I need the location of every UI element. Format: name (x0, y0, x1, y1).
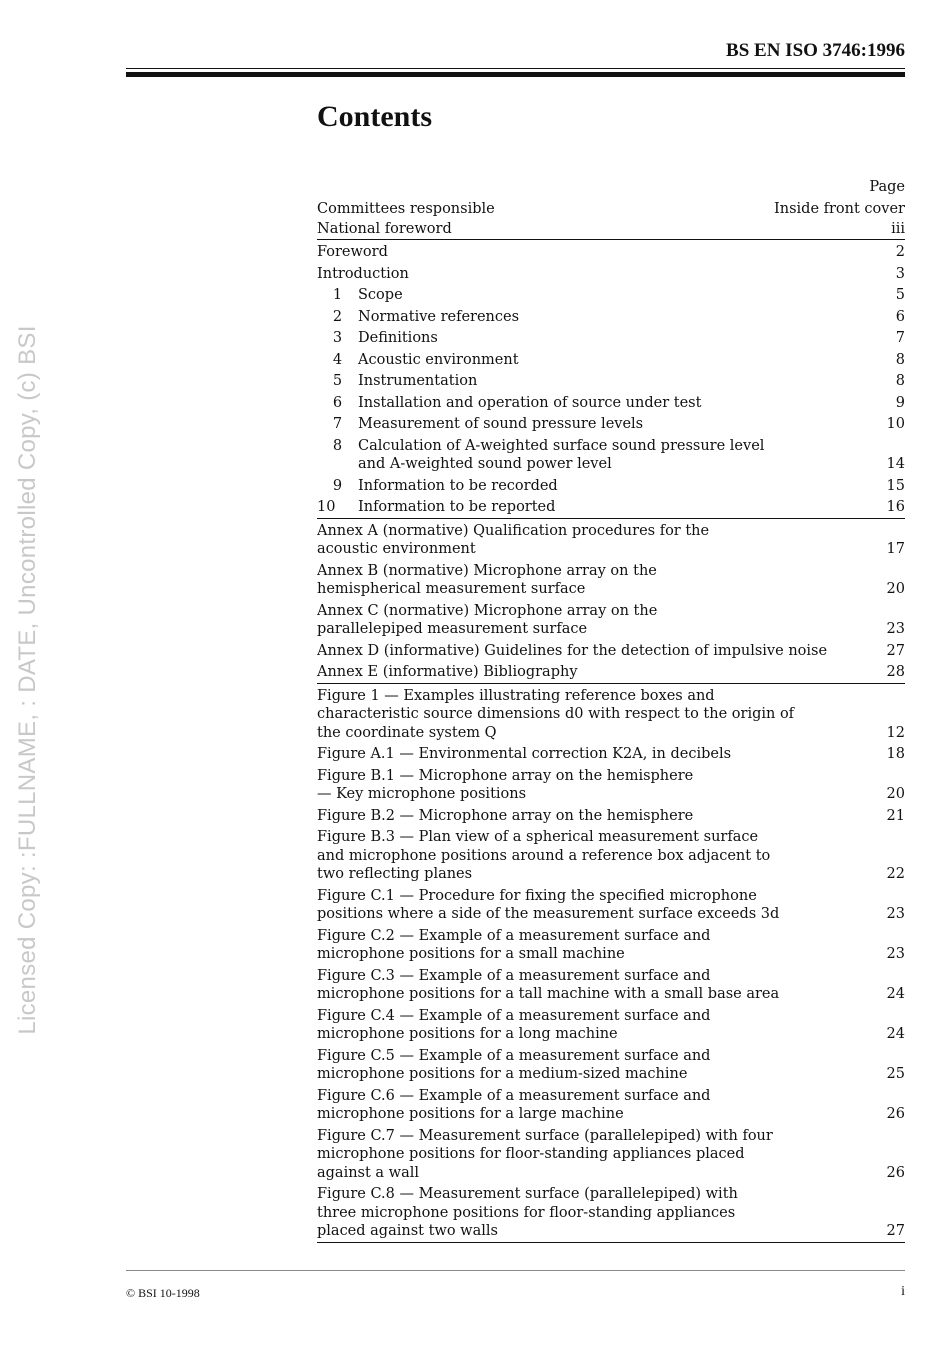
clause-number: 2 (332, 308, 343, 325)
annexes-group (317, 519, 905, 684)
toc-figure[interactable] (317, 1087, 905, 1124)
toc-entry-text: Introduction (317, 265, 409, 282)
toc-figure[interactable] (317, 1047, 905, 1084)
toc-entry-page: 21 (886, 807, 905, 824)
clause-title: Scope (358, 287, 403, 303)
toc-entry-page: Inside front cover (774, 201, 905, 217)
toc-figure[interactable] (317, 807, 905, 826)
toc-entry-page: 24 (886, 986, 905, 1002)
toc-entry-page: 3 (895, 265, 905, 282)
toc-entry[interactable] (317, 265, 905, 284)
clause-number: 9 (332, 477, 343, 494)
toc-entry-page: 28 (886, 664, 905, 680)
toc-figure[interactable] (317, 1185, 905, 1241)
toc-entry-page: 23 (886, 946, 905, 962)
clause-title: Definitions (358, 330, 438, 346)
page-title: Contents (317, 100, 433, 133)
toc-figure[interactable] (317, 927, 905, 964)
figure-title: Figure C.3 — Example of a measurement surface and microphone positions for a tall machine with a small base area (317, 967, 780, 1002)
toc-entry-page: 25 (886, 1066, 905, 1082)
footer-rule (126, 1270, 905, 1271)
page-column-label: Page (869, 179, 905, 195)
clause-number: 4 (332, 351, 343, 368)
toc-entry-page: iii (891, 220, 905, 237)
clause-number: 10 (317, 499, 336, 515)
toc-clause[interactable] (317, 498, 905, 517)
figure-title: Figure 1 — Examples illustrating reference boxes and characteristic source dimensions d0 with respect to the origin of the coordinate system Q (317, 687, 795, 741)
toc-entry[interactable] (317, 200, 905, 219)
toc-entry-text: Committees responsible (317, 201, 495, 217)
toc-figure[interactable] (317, 687, 905, 743)
licence-watermark: Licensed Copy: :FULLNAME, : DATE, Uncontrolled Copy, (c) BSI (14, 325, 41, 1035)
toc-entry-page: 18 (886, 746, 905, 762)
figure-title: Figure C.8 — Measurement surface (parallelepiped) with three microphone positions for floor-standing appliances placed against two walls (317, 1186, 738, 1239)
toc-entry-page: 8 (895, 351, 905, 368)
clause-number: 7 (332, 416, 343, 432)
toc-annex[interactable] (317, 642, 905, 661)
figure-title: Figure C.6 — Example of a measurement surface and microphone positions for a large machine (317, 1087, 711, 1122)
document-code: BS EN ISO 3746:1996 (726, 40, 905, 61)
toc-entry-page: 22 (886, 866, 905, 882)
figure-title: Figure C.1 — Procedure for fixing the specified microphone positions where a side of the measurement surface exceeds 3d (317, 887, 780, 922)
clause-title: Acoustic environment (358, 351, 519, 368)
toc-figure[interactable] (317, 887, 905, 924)
toc-entry-page: 23 (886, 906, 905, 922)
toc-annex[interactable] (317, 522, 905, 559)
footer-page-number: i (901, 1284, 905, 1299)
toc-entry-page: 15 (886, 477, 905, 494)
header-rule-thin (126, 68, 905, 69)
toc-entry-page: 27 (886, 642, 905, 659)
clause-title: Normative references (358, 308, 520, 325)
toc-entry-page: 7 (895, 330, 905, 346)
toc-clause[interactable] (317, 329, 905, 348)
clause-number: 1 (332, 287, 343, 303)
toc-clause[interactable] (317, 351, 905, 370)
toc-entry-page: 14 (886, 456, 905, 472)
toc-annex[interactable] (317, 562, 905, 599)
toc-figure[interactable] (317, 745, 905, 764)
annex-title: Annex A (normative) Qualification procedures for the acoustic environment (317, 522, 710, 557)
figure-title: Figure C.7 — Measurement surface (parallelepiped) with four microphone positions for floor-standing appliances placed against a wall (317, 1127, 773, 1181)
clause-number: 5 (332, 373, 343, 389)
figure-title: Figure B.2 — Microphone array on the hemisphere (317, 807, 694, 824)
toc-entry-page: 16 (886, 499, 905, 515)
clause-title: Information to be recorded (358, 477, 558, 494)
toc-entry-page: 10 (886, 416, 905, 432)
toc-entry-text: National foreword (317, 220, 452, 237)
toc-clause[interactable] (317, 415, 905, 434)
toc-entry-page: 17 (886, 541, 905, 557)
clause-title: Measurement of sound pressure levels (358, 416, 644, 432)
toc-clause[interactable] (317, 437, 905, 474)
toc-entry[interactable] (317, 220, 905, 239)
header-rule-thick (126, 72, 905, 77)
clause-number: 3 (332, 330, 343, 346)
figure-title: Figure A.1 — Environmental correction K2A, in decibels (317, 746, 732, 762)
figure-title: Figure C.4 — Example of a measurement surface and microphone positions for a long machine (317, 1007, 711, 1042)
toc-entry-page: 26 (886, 1164, 905, 1181)
toc-entry-page: 9 (895, 394, 905, 411)
clause-title: Installation and operation of source under test (358, 394, 702, 411)
table-of-contents (317, 176, 905, 1243)
toc-entry-text: Foreword (317, 244, 388, 260)
toc-figure[interactable] (317, 767, 905, 804)
toc-clause[interactable] (317, 308, 905, 327)
footer-copyright: © BSI 10-1998 (126, 1286, 200, 1300)
toc-entry-page: 27 (886, 1223, 905, 1239)
toc-entry-page: 2 (895, 244, 905, 260)
figure-title: Figure B.1 — Microphone array on the hemisphere — Key microphone positions (317, 767, 694, 802)
clause-title: Information to be reported (358, 499, 556, 515)
toc-entry-page: 24 (886, 1026, 905, 1042)
toc-entry-page: 23 (886, 621, 905, 637)
annex-title: Annex B (normative) Microphone array on the hemispherical measurement surface (317, 562, 657, 597)
toc-entry-page: 8 (895, 373, 905, 389)
toc-clause[interactable] (317, 477, 905, 496)
toc-annex[interactable] (317, 602, 905, 639)
figure-title: Figure B.3 — Plan view of a spherical measurement surface and microphone positions around a reference box adjacent to two reflecting planes (317, 829, 771, 882)
clause-number: 8 (332, 437, 343, 454)
figure-title: Figure C.5 — Example of a measurement surface and microphone positions for a medium-sized machine (317, 1047, 711, 1082)
clause-title: Calculation of A-weighted surface sound pressure level and A-weighted sound power level (358, 437, 765, 472)
toc-annex[interactable] (317, 663, 905, 682)
clause-title: Instrumentation (358, 373, 478, 389)
toc-clause[interactable] (317, 372, 905, 391)
toc-entry-page: 5 (895, 287, 905, 303)
annex-title: Annex C (normative) Microphone array on the parallelepiped measurement surface (317, 602, 658, 637)
toc-entry-page: 20 (886, 581, 905, 597)
annex-title: Annex D (informative) Guidelines for the detection of impulsive noise (317, 642, 828, 659)
front-matter-group (317, 198, 905, 240)
annex-title: Annex E (informative) Bibliography (317, 664, 578, 680)
toc-entry-page: 12 (886, 724, 905, 741)
clauses-group (317, 240, 905, 519)
toc-entry-page: 6 (895, 308, 905, 325)
figure-title: Figure C.2 — Example of a measurement surface and microphone positions for a small machine (317, 927, 711, 962)
toc-figure[interactable] (317, 1007, 905, 1044)
toc-entry-page: 26 (886, 1106, 905, 1122)
toc-clause[interactable] (317, 394, 905, 413)
toc-entry[interactable] (317, 243, 905, 262)
toc-figure[interactable] (317, 828, 905, 884)
toc-figure[interactable] (317, 1127, 905, 1183)
figures-group (317, 684, 905, 1243)
toc-clause[interactable] (317, 286, 905, 305)
clause-number: 6 (332, 394, 343, 411)
toc-entry-page: 20 (886, 786, 905, 802)
toc-figure[interactable] (317, 967, 905, 1004)
